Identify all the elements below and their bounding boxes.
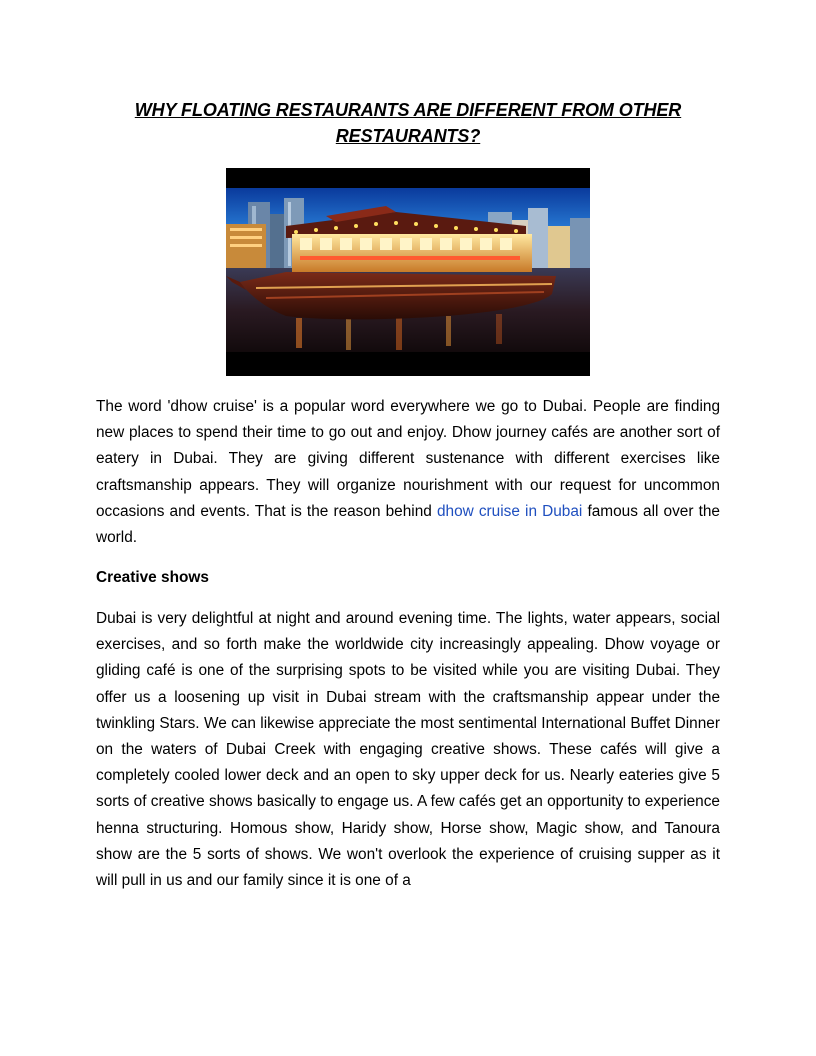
image-underline (226, 374, 590, 376)
page-title (96, 97, 720, 149)
intro-text: The word 'dhow cruise' is a popular word everywhere we go to Dubai. People are finding new places to spend their time to go out and enjoy. Dhow journey cafés are another sort of eatery in Dubai. They are giving different sustenance with different exercises like craftsmanship appears. They will organize nourishment with our request for uncommon occasions and events. That is the reason behind (96, 398, 720, 520)
creative-shows-paragraph: Dubai is very delightful at night and around evening time. The lights, water appears, social exercises, and so forth make the worldwide city increasingly appealing. Dhow voyage or gliding café is one of the surprising spots to be visited while you are visiting Dubai. They offer us a loosening up visit in Dubai stream with the craftsmanship appear under the twinkling Stars. We can likewise appreciate the most sentimental International Buffet Dinner on the waters of Dubai Creek with engaging creative shows. These cafés will give a completely cooled lower deck and an open to sky upper deck for us. Nearly eateries give 5 sorts of creative shows basically to engage us. A few cafés get an opportunity to experience henna structuring. Homous show, Haridy show, Horse show, Magic show, and Tanoura show are the 5 sorts of shows. We won't overlook the experience of cruising supper as it will pull in us and our family since it is one of a (96, 610, 720, 890)
dhow-cruise-link[interactable]: dhow cruise in Dubai (436, 502, 583, 520)
title-line-1: WHY FLOATING RESTAURANTS ARE DIFFERENT FROM OTHER (134, 100, 682, 120)
title-line-2: RESTAURANTS? (335, 126, 481, 146)
intro-paragraph (96, 394, 720, 551)
section-heading: Creative shows (96, 569, 209, 586)
dhow-cruise-illustration (226, 168, 590, 374)
intro-text-end: famous all over the world. (96, 502, 720, 547)
dhow-cruise-photo (226, 168, 590, 376)
